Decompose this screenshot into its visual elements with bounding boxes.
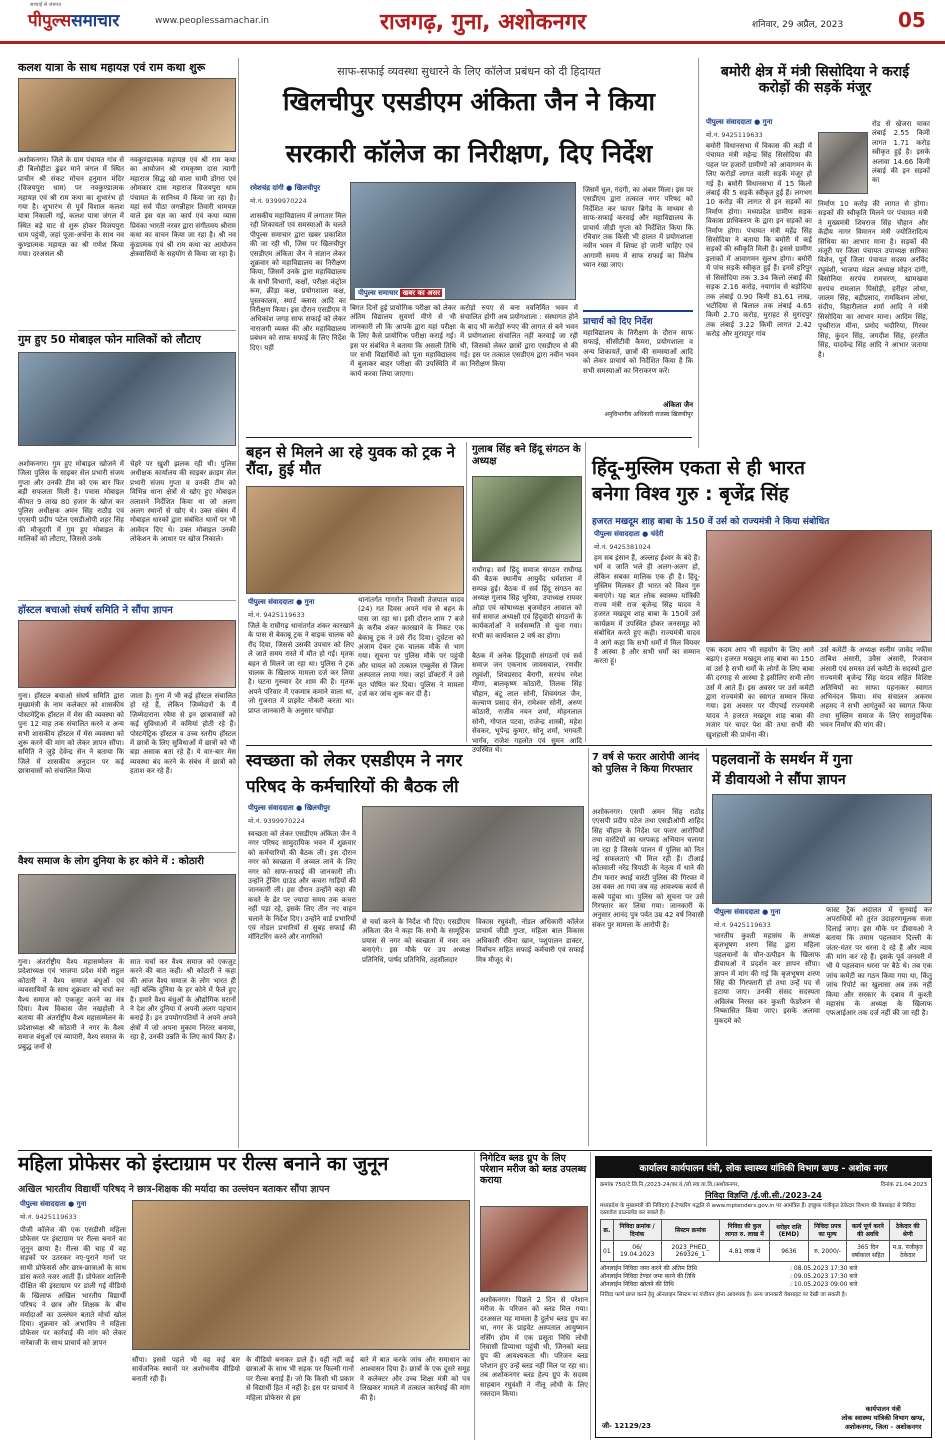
unity-mobile: मो.नं. 9425381024 (594, 543, 651, 551)
unity-col-a: हम सब इंसान हैं, अल्लाह ईश्वर के बंदे हैं। धर्म व जाति भले ही अलग-अलग हो, लेकिन सबका मालिक एक ही है। हिंदू-मुस्लिम मिलकर ही भारत को विश्व गुरु बनाएंगे। यह बात लोक स्वास्थ्य यांत्रिकी राज्य मंत्री राज बृजेन्द्र सिंह यादव ने हजरत मखदूम शाह बाबा के 150वें उर्स कार्यक्रम में उपस्थित होकर जनसमूह को संबोधित करते हुए कही। राज्यमंत्री यादव ने आगे कहा कि सभी धर्मों में मिल वियवर है आस्था है और सभी धर्मों का सम्मान करता हूं। (594, 554, 700, 666)
truck-photo (246, 486, 464, 594)
truck-byline: पीपुल्स संवाददाता ● गुना (248, 598, 315, 606)
tender-sign-1: कार्यपालन यंत्री (865, 1405, 901, 1413)
tender-td: रु. 2000/- (808, 1241, 846, 1262)
tender-date-label: ऑनलाईन निविदा जमा करने की अंतिम तिथि (600, 1265, 697, 1272)
blood-photo (480, 1206, 588, 1292)
tender-code: जी- 12129/23 (602, 1422, 652, 1430)
lead-col-b: बिगत दिनों हुई प्रायोगिक परीक्षा को लेकर अंतिम विद्यालय सुवर्णा मीणे से भी जानकारी ली कि आपके द्वारा यहां परीक्षा के लिए कैसे प्रायोगिक परीक्षा कराई गई। इस पर संबंधित ने बताया कि असली तिथि पर सभी विद्यार्थियों को पूना महाविद्यालय में बुलाकर बाहर परीक्षा की उपस्थिति में कार्य करवा लिया जाएगा। (350, 304, 456, 378)
reels-byline: पीपुल्स संवाददाता ● गुना (20, 1200, 87, 1208)
wrestlers-col-b: फास्ट ट्रैक अदालत में सुनवाई कर अपराधियों को तुरंत उदाहरणमूलक सजा दिलाई जाए। इस मौके पर डीवायओ ने बताया कि तमाम पहलवान दिल्ली के जंतर-मंतर पर धरना दे रहे हैं और न्याय की मांग कर रहे हैं। इसके पूर्व जनवरी में भी ये पहलवान धरना पर बैठे थे। तब एक जांच कमेटी का गठन किया गया था, किंतु जांच रिपोर्ट का खुलासा अब तक नहीं किया और सरकार के दबाव में कुश्ती महासंघ के अध्यक्ष के खिलाफ एफआईआर तक दर्ज नहीं की जा रही है। (826, 906, 932, 1018)
tender-sign-3: अशोकनगर, जिला - अशोकनगर (844, 1423, 922, 1431)
tender-td: 2023_PHED_ 269326_1 (661, 1241, 720, 1262)
page-number: 05 (898, 8, 926, 32)
bamori-headline: बमोरी क्षेत्र में मंत्री सिसोदिया ने कराई करोड़ों की सड़कें मंजूर (720, 64, 910, 97)
blood-headline: निगेटिव ब्लड ग्रुप के लिए परेशान मरीज को ब्लड उपलब्ध कराया (480, 1153, 587, 1186)
unity-byline: पीपुल्स संवाददाता ● चंदेरी (594, 530, 664, 538)
tender-th: निविदा की कुल लागत रु. लाख में (720, 1220, 769, 1241)
unity-col-c: एक कदम आप भी सहयोग के लिए आगे बढ़ाएं। हजरत मखदूम शाह बाबा का 150 वां उर्स है सभी धर्मों के लोगों के लिए बाबा की दरगाह से आस्था है इसीलिए सभी लोग उर्स में आते हैं। इस अवसर पर उर्स कमेटी द्वारा राज्यमंत्री का स्वागत सम्मान किया गया। इस अवसर पर पीएचई राज्यमंत्री यादव ने हजरत मखदूम शाह बाबा की मजार पर चादर पेश की तथा सभी की खुशहाली की प्रार्थना की। (706, 646, 814, 739)
edition-title: राजगढ़, गुना, अशोकनगर (380, 10, 587, 35)
lead-headline-2: सरकारी कॉलेज का निरीक्षण, दिए निर्देश (285, 139, 653, 168)
unity-headline-2: बनेगा विश्व गुरु : बृजेंद्र सिंह (592, 483, 789, 505)
wrestlers-photo (712, 794, 932, 904)
nagar-mobile: मो.नं. 9399970224 (248, 817, 305, 825)
tender-td: 9636 (769, 1241, 808, 1262)
truck-col-b: थानांतर्गत गागरोन निवासी तेजपाल यादव (24) गत दिवस अपने गांव से बहन के पास जा रहा था। इसी दौरान शाम 7 बजे के करीब शंकर कारखाने के निकट एक बेकाबू ट्रक ने उसे रौंद दिया। दुर्घटना को अंजाम देकर ट्रक चालक मौके से भाग गया। सूचना पर पुलिस मौके पर पहुंची और घायल को तत्काल एम्बुलेंस से जिला अस्पताल लाया गया। जहां डॉक्टरों ने उसे मृत घोषित कर दिया। पुलिस ने मामला दर्ज कर जांच शुरू कर दी है। (358, 596, 464, 699)
story-hostel-body-b: जाता है। गुना में भी कई हॉस्टल संचालित हो रहे हैं, लेकिन जिम्मेदारों के मैं जिम्मेदाराना रवैया से इन छात्रावासों को कई सुविधाओं में कमियां होती रहे हैं। पोस्टमेट्रिक हॉस्टल व उच्च स्तरीय हॉस्टल में छात्रों के लिए सुविधाओं में छात्रों को भी बड़ा असाक बता रहे हैं। ये वार-बार मेस व्यवस्था बंद करने के संबंध में छात्रों को हताश कर रहे हैं। (130, 692, 236, 776)
nagar-byline: पीपुल्स संवाददाता ● खिलचीपुर (248, 804, 331, 812)
story-mobile-body-b: चेहरे पर खुशी झलक रही थी। पुलिस अधीक्षक कार्यालय की साइबर क्राइम सेल प्रभारी संजय गुप्ता व उनकी टीम को विभिन्न थाना क्षेत्रों से खोए हुए मोबाइल तलाशने निर्देशित किया था जो अलग अलग स्थानों से खोए थे। उक्त संबंध में मोबाइल धारकों द्वारा संबंधित थानों पर भी आवेदन दिए थे। उक्त मोबाइल उनकी लोकेशन के आधार पर खोज निकाले। (130, 460, 236, 544)
unity-col-d: उर्स कमेटी के अध्यक्ष सलीम जावेद नफीस ताबिश अंसारी, उवैस अंसारी, रिजवान अंसारी एवं समस्त उर्स कमेटी के सदस्यों द्वारा राज्यमंत्री बृजेन्द्र सिंह यादव सहित विशिष्ट अतिथियों का साफा पहनाकर स्वागत अभिनंदन किया। मंच संचालन अकरम अहमद ने सभी आगंतुकों का स्वागत किया तथा मुस्लिम समाज के लिए सामुदायिक भवन निर्माण की मांग की। (820, 646, 932, 730)
tender-date-value: : 09.05.2023 17:30 बजे (790, 1273, 858, 1280)
bamori-inset: रोड से खेजरा चाका लंबाई 2.55 किमी लागत 1.71 करोड़ स्वीकृत हुई है। इसके अलावा 14.66 किमी लंबाई की इन सड़कों का (872, 120, 930, 185)
newspaper-logo[interactable] (28, 8, 119, 31)
story-mobile-photo (18, 352, 236, 446)
nagar-headline-2: परिषद के कर्मचारियों की बैठक ली (246, 777, 459, 797)
lead-col-c: करोड़ो रुपए से बना नवनिर्मित भवन में संचालित होगी अब प्रयोगशाला : संस्थागत होने के बाद भी करोड़ों रुपए की लागत से बने भवन में प्रयोगशाला संचालित नहीं करवाई जा रही थी, जिसको लेकर छात्रों द्वारा एसडीएम से की गई। इस पर तत्काल एसडीएम द्वारा नवीन भवन का निरीक्षण किया (460, 304, 578, 369)
story-mobile-headline: गुम हुए 50 मोबाइल फोन मालिकों को लौटाए (18, 333, 201, 346)
sangathan-headline: गुलाब सिंह बने हिंदू संगठन के अध्यक्ष (472, 444, 581, 467)
truck-mobile: मो.नं. 9425119633 (248, 611, 305, 619)
box-title: प्राचार्य को दिए निर्देश (583, 317, 653, 327)
arrest-headline: 7 वर्ष से फरार आरोपी आनंद को पुलिस ने किया गिरफ्तार (592, 752, 700, 775)
lead-col-d: जिसमें धूल, गंदगी, का अंबार मिला। इस पर एसडीएम द्वारा तत्काल नगर परिषद को निर्देशित कर फायर ब्रिगेड के माध्यम से साफ-सफाई करवाई और महाविद्यालय के प्राचार्य जीडी गुप्ता को निर्देशित किया कि रविवार तक किसी भी हालत में प्रयोगशाला नवीन भवन में शिफ्ट हो जानी चाहिए एवं आगामी समय में साफ सफाई का विशेष ध्यान रखा जाए। (583, 186, 693, 270)
story-mobile-body-a: अशोकनगर। गुम हुए मोबाइल खोजने में जिला पुलिस के साइबर सेल प्रभारी संजय गुप्ता और उनकी टीम को एक बार फिर बड़ी सफलता मिली है। पचास मोबाइल कीमत 9 लाख 80 हजार के खोज कर पुलिस अधीक्षक अमन सिंह राठौड़ एवं एएसपी प्रदीप पटेल एसडीओपी शहर सिंह की मौजूदगी में गुम हुए मोबाइल के मालिकों को लौटाए, जिससे उनके (18, 460, 124, 544)
nagar-photo (362, 806, 584, 912)
tender-ref: क्रमांक 750/टे.लि.नि./2023-24/का.यं./लो.स्वा.या.वि./अशोकनगर, (600, 1182, 740, 1188)
box-designation: अनुविभागीय अधिकारी राजस्व खिलचीपुर (604, 411, 693, 418)
bamori-body-a: बमोरी विधानसभा में विकास की कड़ी में पंचायत मंत्री महेन्द्र सिंह सिसोदिया की पहल पर हजारों ग्रामीणों को आवागमन के लिए करोड़ों लागत वाली सड़कें मंजूर हो गई है। बमोरी विधानसभा में 15 किलो लंबाई की 5 सड़कें स्वीकृत हुई हैं। लगभग 10 करोड़ की लागत से इन सड़कों का निर्माण होगा। मध्यप्रदेश ग्रामीण सड़क विकास प्राधिकरण के द्वारा इन सड़कों का निर्माण होगा। पंचायत मंत्री महेंद्र सिंह सिसोदिया ने बताया कि बमोरी में कई सड़कों की स्वीकृति मिली है। इससे ग्रामीण इलाकों में आवागमन सुलभ होगा। बमोरी में पांच सड़कें स्वीकृत हुई हैं। इनमें हरिपुर से सिसोदिया तक 3.34 किलो लंबाई की सड़क 2.16 करोड़, नयागांव से बड़ोदिया तक लंबाई 0.90 किमी 81.61 लाख, भटौदिया से बिलाल तक लंबाई 4.65 किमी 2.70 करोड़, मुराहट से मुरादपुर तक लंबाई 3.22 किमी लागत 2.42 करोड़ और मुरादपुर गांव (706, 142, 812, 339)
tender-date-label: ऑनलाईन निविदा खोलने की तिथि (600, 1281, 674, 1288)
tender-td: 06/ 19.04.2023 (613, 1241, 661, 1262)
box-signature: अंकिता जैन (663, 401, 693, 409)
story-hostel-body-a: गुना। हॉस्टल बचाओ संघर्ष समिति द्वारा मुख्यमंत्री के नाम कलेक्टर को शासकीय पोस्टमेट्रिक हॉस्टल में मेस की व्यवस्था को पुनः 12 माह तक संचालित करने व अन्य सभी शासकीय हॉस्टल में मेस व्यवस्था को शुरू करने की मांग को लेकर ज्ञापन सौंपा। समिति ने जुड़े देवेन्द्र सेन ने बताया कि जिले में शासकीय अनुदान पर कई छात्रावासों को संचालित किया (18, 692, 124, 776)
tender-td: म.प्र. पंजीकृत ठेकेदार (889, 1241, 927, 1262)
tender-footnote: निविदा फार्म प्राप्त करने हेतु ऑनलाइन सिस्टम पर पंजीयन होना आवश्यक है। अन्य जानकारी वेबसाइट पर देखी जा सकती है। (600, 1292, 847, 1298)
story-kalash-body-b: नवकुण्डात्मक महायज्ञ एवं श्री राम कथा का आयोजन श्री रामकृष्ण दास त्यागी महाराज सिद्ध खो वाला घामी डोंगरा एवं ओमकार दास महाराज विजयपुरा धाम पंचायत के सानिध्य में किया जा रहा है। यहां सर्व पीठा जगन्नीहार तिवारी धामयज्ञ वाले इस यज्ञ का कार्य एवं कथा व्यास प्रियंका भारती नरवर द्वारा संगीतमय श्रीराम कथा का वाचन किया जा रहा है। श्री नव कुंडात्मक एवं श्री राम कथा का आयोजन क्षेत्रवासियों के सहयोग से किया जा रहा है। (130, 156, 236, 259)
logo-right: समाचार (71, 11, 120, 31)
tender-th: सिस्टम क्रमांक (661, 1220, 720, 1241)
reels-photo (132, 1200, 470, 1350)
tender-th: क्र. (601, 1220, 614, 1241)
tender-td: 4.81 लाख में (720, 1241, 769, 1262)
story-hostel-headline: हॉस्टल बचाओ संघर्ष समिति ने सौंपा ज्ञापन (18, 605, 173, 616)
reels-headline: महिला प्रोफेसर को इंस्टाग्राम पर रील्स बनाने का जुनून (18, 1153, 389, 1175)
blood-body: अशोकनगर। पिछले 2 दिन से परेशान मरीज के परिजन को ब्लड मिल गया। दरअसल यह मामला है दुर्लभ ब्लड ग्रुप का था, नगर के प्राइवेट अस्पताल आयुष्मान नर्सिंग होम में एक प्रसूता निधि लोधी निवासी डिप्याथा पहुंची थी, जिनको ब्लड ग्रुप की आवश्यकता थी। परिजन ब्लड परेशान हुए उन्हें ब्लड नहीं मिल पा रहा था। तब अशोकनगर ब्लड हेल्प ग्रुप के सदस्य साहबान रघुवंशी ने नीलू लोधी के लिए रक्तदान किया। (480, 1296, 588, 1399)
tender-th: धरोहर राशि (EMD) (769, 1220, 808, 1241)
story-kalash-body-a: अशोकनगर। जिले के ग्राम पंचायत गांव से ही बिलोहीटा ढुंढर माने जंगल में स्थित प्राचीन श्री संकट मोचन हनुमान मंदिर (विजयपुरा धाम) पर नवकुण्डात्मक महायज्ञ एवं श्री राम कथा का शुभारंभ हो गया है। शुभारंभ से पूर्व विशाल कलश यात्रा निकाली गई, कलश यात्रा जंगल में स्थित बड़े घाट से शुरू होकर विजयपुरा धाम पहुंची, जहां पूजा-अर्चना के साथ नव कुण्डात्मक महायज्ञ का श्री गणेश किया गया। दरअसल श्री (18, 156, 124, 259)
story-vaishya-headline: वैश्य समाज के लोग दुनिया के हर कोने में : कोठारी (18, 856, 204, 867)
wrestlers-col-a: भारतीय कुश्ती महासंघ के अध्यक्ष बृजभूषण शरण सिंह द्वारा महिला पहलवानों के यौन-उत्पीड़न के खिलाफ डीवायओ ने प्रदर्शन कर ज्ञापन सौंपा। ज्ञापन में मांग की गई कि बृजभूषण शरण सिंह की गिरफ्तारी हो तथा उन्हें पद से हटाया जाए। उनकी संसद सदस्यता अविलंब निरस्त कर कुश्ती फेडरेशन से निष्कासित किया जाए। इसके अलावा मुकदमे को (714, 932, 820, 1025)
wrestlers-mobile: मो.नं. 9425119633 (714, 921, 771, 929)
unity-headline-1: हिंदू-मुस्लिम एकता से ही भारत (592, 457, 805, 479)
unity-subhead: हजरत मखदूम शाह बाबा के 150 वें उर्स को राज्यमंत्री ने किया संबोधित (592, 517, 830, 527)
tender-th: ठेकेदार की श्रेणी (889, 1220, 927, 1241)
nagar-col-c: विकास रघुवंशी, नोडल अधिकारी कॉलेज प्राचार्य जीडी गुप्ता, महिला बाल विकास अधिकारी रविना खान, पशुपालन डाक्टर, निर्वाचन सहित सफाई कर्मचारी एवं सफाई मित्र मौजूद थे। (476, 918, 584, 964)
nagar-col-a: स्वच्छता को लेकर एसडीएम अंकिता जैन ने नगर परिषद सामुदायिक भवन में शुक्रवार को कर्मचारियों की बैठक ली। इस दौरान नगर को स्वच्छता में अव्वल लाने के लिए नगर को साफ-सफाई की जानकारी ली। उन्होंने ट्रेंचिंग ग्राउंड और कचरा गाड़ियों की जानकारी ली। इस दौरान उन्होंने कहा की कचरे के ढेर पर ज्यादा समय तक कचरा नहीं पड़ा रहे, इसके लिए तीन नए वाहन चलाने के निर्देश दिए। उन्होंने वार्ड प्रभारियों एवं नोडल प्रभारियों से सुबह सफाई की मॉनिटरिंग करने और नागरिकों (248, 830, 356, 942)
story-hostel-photo (18, 620, 236, 688)
wrestlers-byline: पीपुल्स संवाददाता ● गुना (714, 908, 781, 916)
story-kalash-photo (18, 78, 236, 152)
issue-date: शनिवार, 29 अप्रैल, 2023 (752, 20, 844, 30)
nagar-headline-1: स्वच्छता को लेकर एसडीएम ने नगर (246, 751, 463, 771)
wrestlers-headline-2: में डीवायओ ने सौंपा ज्ञापन (712, 772, 846, 788)
box-body: महाविद्यालय के निरीक्षण के दौरान साफ सफाई, सीसीटीवी कैमरा, प्रयोगशाला व अन्य शिकायतें, छात्रों की समस्याओं आदि को लेकर प्राचार्य को निर्देशित किया है कि सभी समस्याओं का निराकरण करें। (583, 329, 693, 375)
lead-headline-1: खिलचीपुर एसडीएम अंकिता जैन ने किया (283, 87, 655, 116)
story-vaishya-body-a: गुना। अंतर्राष्ट्रीय वैश्य महासम्मेलन के प्रदेशाध्यक्ष एवं भाजपा प्रदेश मंत्री राहुल कोठारी ने वैश्य समाज बंधुओं एवं व्यवसायियों के साथ शुक्रवार को चर्चा कर वैश्य समाज को एकजुट करने का मंत्र दिया। वैश्य विकास जैन नखहोली ने बताया की अंतर्राष्ट्रीय वैश्य महासम्मेलन के प्रदेशाध्यक्ष श्री कोठारी ने नगर के वैश्य समाज बंधुओं एवं व्यापारी, वैश्य समाज के प्रबुद्ध जनों से (18, 958, 124, 1051)
reels-col-c: के वीडियो बनाकर डाले हैं। यहीं नहीं कई छात्राओं के साथ भी सड़क पर फिल्मी गानों पर रील्स बनाई हैं। जो कि किसी भी प्रकार से विद्यार्थी हित में नहीं है। इस पर प्राचार्य ने महिला प्रोफेसर से इस (246, 1356, 354, 1402)
truck-col-a: जिले के राघौगढ़ थानांतर्गत शंकर कारखाने के पास से बेकाबू ट्रक ने बाइक चालक को रौंद दिया, जिससे उसकी उपचार को लिए ले जाते समय रास्ते में मौत हो गई। मृतक बहन से मिलने जा रहा था। पुलिस ने ट्रक चालक के खिलाफ मामला दर्ज कर लिया है। घटना गुरुवार देर शाम की है। मृतक अपने परिवार में एकमात्र कमाने वाला था, जो गुजरात में प्राइवेट नौकरी करता था। प्राप्त जानकारी के अनुसार चांचौड़ा (248, 622, 354, 715)
unity-photo (706, 530, 932, 642)
nagar-col-b: से चर्चा करने के निर्देश भी दिए। एसडीएम अंकिता जैन ने कहा कि सभी के सामूहिक प्रयास से नगर को स्वच्छता में नवर वन बनाएंगे। इस मौके पर उप अध्यक्ष प्रतिनिधि, पार्षद प्रतिनिधि, तहसीलदार (362, 918, 470, 964)
lead-photo-tag (355, 288, 445, 299)
bamori-body-b: निर्माण 10 करोड़ की लागत से होगा। सड़कों की स्वीकृति मिलने पर पंचायत मंत्री ने मुख्यमंत्री शिवराज सिंह चौहान और केंद्रीय नागर विमानन मंत्री ज्योतिरादित्य सिंधिया का आभार माना है। सड़कों की मंजूरी पर जिला पंचायत उपाध्यक्ष सारिका विशेन, पूर्व जिला पंचायत सदस्य अरविंद रघुवंशी, भाजपा मंडल अध्यक्ष मोहन दांगी, बिसोनिया सरपंच रामचरण, खामखवा सरपंच रामलाल पिसोड़ी, हरीहर लोधा, जालम सिंह, बद्रीप्रसाद, रामकिशन लोधा, संदीप, विहारीलाल शर्मा आदि ने मंत्री सिसोदिया का आभार माना। आदिम सिंह, पृथ्वीराज मीना, प्रमोद भदौरिया, गिरवर सिंह, कुंदन सिंह, जगदीश सिंह, हरजीत सिंह, यादवेन्द्र सिंह आदि ने आभार जताया है। (818, 200, 928, 359)
website-url[interactable]: www.peoplessamachar.in (155, 16, 269, 26)
tender-th: निविदा प्रपत्र का मूल्य (808, 1220, 846, 1241)
arrest-body: अशोकनगर। एसपी अमन सिंह राठौड़ एएसपी प्रदीप पटेल तथा एसडीओपी शाहिद सिंह चौहान के निर्देश पर फरार आरोपियों तथा वारंटियों का धरपकड़ अभियान चलाया जा रहा है जिसके पालन में पुलिस को नित नई सफलताएं भी मिल रही हैं। टीआई कोतवाली नरेंद्र त्रिपाठी के नेतृत्व में थाने की टीम फरार स्थाई वारंटी पुलिस की गिरफ्त में उस वक्त आ गया जब वह आवश्यक कार्य से कस्बे पहुंचा था। पुलिस को सूचना पर उसे गिरफ्तार कर लिया गया। जानकारी के अनुसार आनंद पुत्र पर्वत उम्र 42 वर्ष निवासी संकर पुर मामला के आरोपी है। (592, 808, 704, 929)
reels-col-a: पीजी कॉलेज की एक एसडीसी महिला प्रोफेसर पर इंस्टाग्राम पर रील्स बनाने का जुनून छाया है। रील्स की चाह में वह सड़कों पर उतरकर नए-पुराने गानों पर साथी प्रोफेसर्स और छात्र-छात्राओं के साथ डांस करते नजर आती हैं। प्रोफेसर शालिनी दीक्षित की इंस्टाग्राम पर डाली गई वीडियो के खिलाफ अखिल भारतीय विद्यार्थी परिषद ने छात्र और शिक्षक के बीच मर्यादाओं का उल्लंघन बताते मोर्चा खोल दिया। शुक्रवार को अभाविप ने महिला प्रोफेसर पर कार्रवाई की मांग को लेकर नारेबाजी के साथ प्राचार्य को ज्ञापन (20, 1226, 126, 1347)
lead-mobile: मो.नं. 9399970224 (250, 197, 307, 205)
logo-tagline: सच्चाई से जरूरत (30, 2, 62, 8)
reels-mobile: मो.नं. 9425119633 (20, 1213, 77, 1221)
lead-col-a: शासकीय महाविद्यालय में लगातार मिल रही शिकायतों एवं समस्याओं के चलते पीपुल्स समाचार द्वारा खबर प्रकाशित की जा रही थी, जिस पर खिलचीपुर एसडीएम अंकिता जैन ने संज्ञान लेकर शुक्रवार को महाविद्यालय का निरीक्षण किया, जिसमें उनके द्वारा महाविद्यालय के सभी विभागों, कक्षों, परीक्षा कंट्रोल रूम, क्रीड़ा कक्ष, प्रयोगशाला कक्ष, पुस्तकालय, स्मार्ट क्लास आदि का निरीक्षण किया। इस दौरान एसडीएम ने अधिकांश जगह साफ सफाई को लेकर नाराजगी व्यक्त की और महाविद्यालय प्रबंधन को साफ सफाई के लिए निर्देश दिए। यहीं (250, 212, 347, 352)
tender-title: कार्यालय कार्यपालन यंत्री, लोक स्वास्थ्य यांत्रिकी विभाग खण्ड - अशोक नगर (596, 1157, 931, 1178)
story-vaishya-body-b: सात चर्चा कर वैश्य समाज को एकजुट करने की बात कही। श्री कोठारी ने कहा की आज वैश्य समाज के लोग भारत ही नहीं बल्कि दुनिया के हर कोने में फैले हुए हैं। हमारे वैश्य बंधुओं के औद्योगिक घरानों ने देश और दुनिया में अपनी अलग पहचान बनाई है। इन उपयोगपतियों ने अपने अपने क्षेत्रों में जो अपना मुकाम निरंतर बनाया, रहा है, उनकी उन्नति के लिए कार्य किए हैं। (130, 958, 236, 1042)
tender-th: कार्य पूर्ण करने की अवधि (847, 1220, 889, 1241)
reels-col-d: बारे में बात करके जांच और समाधान का आश्वासन दिया है। छात्रों के एक दूसरे समूह ने कलेक्टर और उच्च शिक्षा मंत्री को पत्र लिखकर मामले में तत्काल कार्रवाई की मांग की है। (360, 1356, 470, 1402)
bamori-byline: पीपुल्स संवाददाता ● गुना (706, 118, 773, 126)
photo-tag-brand: पीपुल्स समाचार (358, 289, 399, 297)
tender-table (600, 1219, 927, 1262)
photo-tag-impact: खबर का असर (402, 289, 441, 297)
story-kalash-headline: कलश यात्रा के साथ महायज्ञ एवं राम कथा शुरू (18, 61, 206, 74)
tender-td: 365 दिन वर्षाकाल सहित (847, 1241, 889, 1262)
tender-notice (595, 1156, 932, 1438)
masthead (0, 0, 945, 44)
tender-th: निविदा क्रमांक / दिनांक (613, 1220, 661, 1241)
tender-intro: मध्यप्रदेश के मुख्यमंत्री की निविदाएं ई-टेण्डरिंग पद्धति से www.mptenders.gov.in पर आमंत्रित हैं। इच्छुक पंजीकृत ठेकेदार विभाग की वेबसाइट से निविदा दस्तावेज डाउनलोड कर सकते हैं। (600, 1203, 916, 1216)
sangathan-photo (472, 476, 582, 562)
tender-date-label: ऑनलाईन निविदा टेण्डर जमा करने की तिथि (600, 1273, 696, 1280)
logo-left: पीपुल्स (28, 11, 72, 31)
minister-portrait (818, 132, 868, 194)
lead-byline: रमेशचंद्र दांगी ● खिलचीपुर (250, 184, 321, 192)
reels-subhead: अखिल भारतीय विद्यार्थी परिषद ने छात्र-शिक्षक की मर्यादा का उल्लंघन बताकर सौंपा ज्ञापन (18, 1184, 330, 1195)
story-vaishya-photo (18, 874, 236, 954)
lead-kicker: साफ-सफाई व्यवस्था सुधारने के लिए कॉलेज प्रबंधन को दी हिदायत (337, 65, 601, 78)
sangathan-body-a: राघौगढ़। सर्व हिंदू समाज संगठन राघौगढ़ की बैठक स्थानीय आयुर्वेद धर्मशाला में सम्पन्न हुई। बैठक में सर्व हिंदू संगठन का अध्यक्ष गुलाब सिंह भूरिया, उपाध्यक्ष रायवर ओड़ा एवं कोषाध्यक्ष बृजमोहन आवाल को सर्व समाज अध्यक्षों एवं हिंदूवादी संगठनों के कार्यकर्ताओं ने सर्वसम्मति से चुना गया। सभी का कार्यकाल 2 वर्ष का होगा। (472, 566, 582, 640)
tender-sign-2: लोक स्वास्थ्य यांत्रिकी विभाग खण्ड, (841, 1414, 925, 1422)
lead-principal-box (583, 310, 693, 430)
reels-col-b: सौंपा। इससे पहले भी वह कई बार सार्वजनिक स्थानों पर अशोभनीय वीडियो बनाती रही हैं। (132, 1356, 240, 1383)
lead-photo (350, 182, 576, 300)
tender-date-value: : 10.05.2023 09:00 बजे (790, 1281, 858, 1288)
tender-date: दिनांक 21.04.2023 (880, 1182, 927, 1188)
bamori-mobile: मो.नं. 9425119633 (706, 131, 763, 139)
wrestlers-headline-1: पहलवानों के समर्थन में गुना (712, 752, 853, 768)
tender-date-value: : 08.05.2023 17:30 बजे (790, 1265, 858, 1272)
tender-td: 01 (601, 1241, 614, 1262)
tender-notice-title: निविदा विज्ञप्ति /ई.जी.सी./2023-24 (705, 1191, 822, 1200)
sangathan-body-b: बैठक में अनेक हिंदूवादी संगठनों एवं सर्व समाज जन एकनाथ जायसवाल, रणवीर रघुवंशी, शिवप्रसाद बैरागी, सरपंच रमेश मीणा, बालकृष्ण कोठारी, तिलक सिंह चौहान, बंटू लाल सोनी, शिवमंगल जैन, कल्याण प्रसाद सेन, रामेश्वर सोनी, अरुण कोठारी, राजीव नयन शर्मा, मोहनलाल सोनी, गोपाल पटवा, राजेन्द्र शास्त्री, महेश सेवकर, भूपेन्द्र कुमार, सोनू शर्मा, भगवती भार्गव, राजेश गहलोत एवं सुमन आदि उपस्थित थे। (472, 652, 582, 755)
truck-headline: बहन से मिलने आ रहे युवक को ट्रक ने रौंदा, हुई मौत (246, 443, 455, 479)
